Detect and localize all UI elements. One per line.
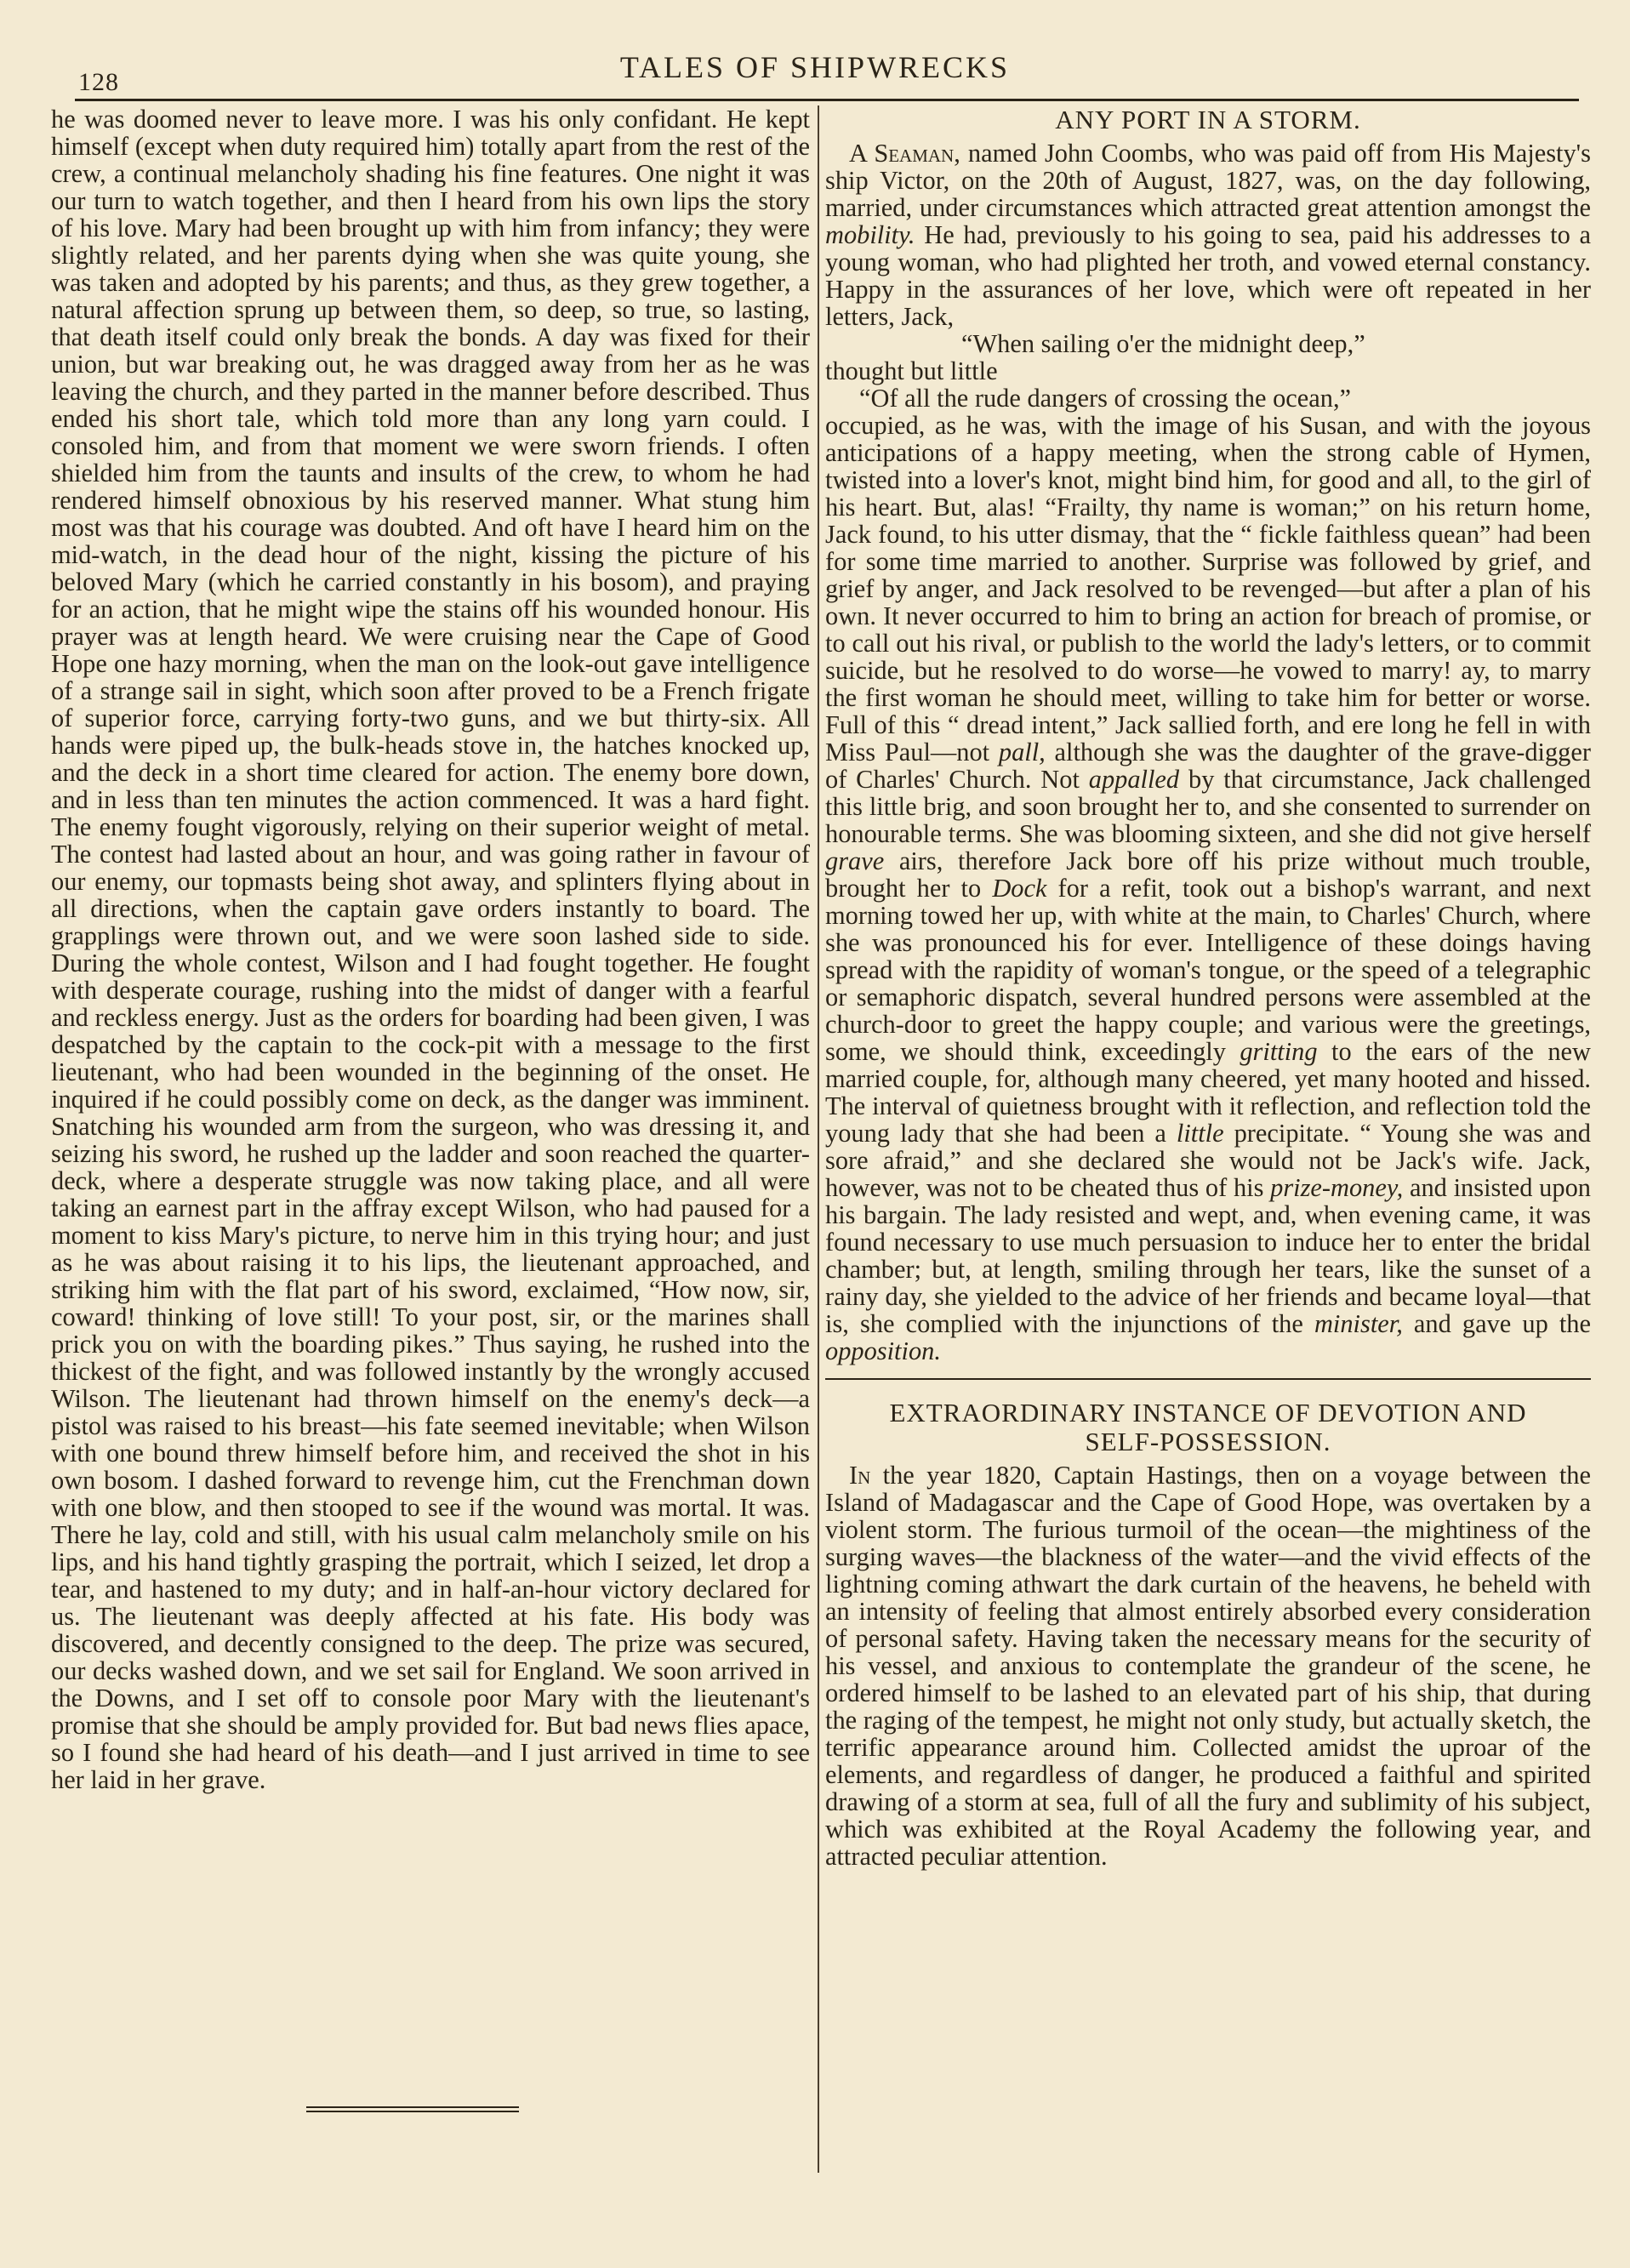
column-rule [818,105,819,2173]
section-1-paragraph-1: A Seaman, named John Coombs, who was paid off from His Majesty's ship Victor, on the 20th of August, 1827, was, on the day following, married, under circumstances which attracted great attention amongst the mobility. He had, previously to his going to sea, paid his addresses to a young woman, who had plighted her troth, and vowed eternal constancy. Happy in the assurances of her love, which were oft repeated in her letters, Jack, [825,139,1591,331]
section-heading-any-port: ANY PORT IN A STORM. [1055,105,1361,134]
lead-word: A Seaman, [849,139,960,168]
header-rule [75,99,1579,101]
verse-quote-2: “Of all the rude dangers of crossing the ocean,” [859,384,1352,413]
left-column [51,105,810,1793]
right-column [825,105,1591,1870]
section-divider [825,1378,1591,1380]
section-1-paragraph-2: occupied, as he was, with the image of his Susan, and with the joyous anticipations of a happy meeting, when the strong cable of Hymen, twisted into a lover's knot, might bind him, for good and all, to the girl of his heart. But, alas! “Frailty, thy name is woman;” on his return home, Jack found, to his utter dismay, that the “ fickle faithless quean” had been for some time married to another. Surprise was followed by grief, and grief by anger, and Jack resolved to be revenged—but after a plan of his own. It never occurred to him to bring an action for breach of promise, or to call out his rival, or publish to the world the lady's letters, or to commit suicide, but he resolved to do worse—he vowed to marry! ay, to marry the first woman he should meet, willing to take him for better or worse. Full of this “ dread intent,” Jack sallied forth, and ere long he fell in with Miss Paul—not pall, although she was the daughter of the grave-digger of Charles' Church. Not appalled by that circumstance, Jack challenged this little brig, and soon brought her to, and she consented to surrender on honourable terms. She was blooming sixteen, and she did not give herself grave airs, therefore Jack bore off his prize without much trouble, brought her to Dock for a refit, took out a bishop's warrant, and next morning towed her up, with white at the main, to Charles' Church, where she was pronounced his for ever. Intelligence of these doings having spread with the rapidity of woman's tongue, or the speed of a telegraphic or semaphoric dispatch, several hundred persons were assembled at the church-door to greet the happy couple; and various were the greetings, some, we should think, exceedingly gritting to the ears of the new married couple, for, although many cheered, yet many hooted and hissed. The interval of quietness brought with it reflection, and reflection told the young lady that she had been a little precipitate. “ Young she was and sore afraid,” and she declared she would not be Jack's wife. Jack, however, was not to be cheated thus of his prize-money, and insisted upon his bargain. The lady resisted and wept, and, when evening came, it was found necessary to use much persuasion to induce her to enter the bridal chamber; but, at length, smiling through her tears, like the sunset of a rainy day, she yielded to the advice of her friends and became loyal—that is, she complied with the injunctions of the minister, and gave up the opposition. [825,411,1591,1365]
left-column-text: he was doomed never to leave more. I was his only confidant. He kept himself (except when duty required him) totally apart from the rest of the crew, a continual melancholy shading his fine features. One night it was our turn to watch together, and then I heard from his own lips the story of his love. Mary had been brought up with him from infancy; they were slightly related, and her parents dying when she was quite young, she was taken and adopted by his parents; and thus, as they grew together, a natural affection sprung up between them, so deep, so true, so lasting, that death itself could only break the bonds. A day was fixed for their union, but war breaking out, he was dragged away from her as he was leaving the church, and they parted in the manner before described. Thus ended his short tale, which told more than any long yarn could. I consoled him, and from that moment we were sworn friends. I often shielded him from the taunts and insults of the crew, to whom he had rendered himself obnoxious by his reserved manner. What stung him most was that his courage was doubted. And oft have I heard him on the mid-watch, in the dead hour of the night, kissing the picture of his beloved Mary (which he carried constantly in his bosom), and praying for an action, that he might wipe the stains off his wounded honour. His prayer was at length heard. We were cruising near the Cape of Good Hope one hazy morning, when the man on the look-out gave intelligence of a strange sail in sight, which soon after proved to be a French frigate of superior force, carrying forty-two guns, and we but thirty-six. All hands were piped up, the bulk-heads stove in, the hatches knocked up, and the deck in a short time cleared for action. The enemy bore down, and in less than ten minutes the action commenced. It was a hard fight. The enemy fought vigorously, relying on their superior weight of metal. The contest had lasted about an hour, and was going rather in favour of our enemy, our topmasts being shot away, and splinters flying about in all directions, when the captain gave orders instantly to board. The grapplings were thrown out, and we were soon lashed side to side. During the whole contest, Wilson and I had fought together. He fought with desperate courage, rushing into the midst of danger with a fearful and reckless energy. Just as the orders for boarding had been given, I was despatched by the captain to the cock-pit with a message to the first lieutenant, who had been wounded in the beginning of the onset. He inquired if he could possibly come on deck, as the danger was imminent. Snatching his wounded arm from the surgeon, who was dressing it, and seizing his sword, he rushed up the ladder and soon reached the quarter-deck, where a desperate struggle was now taking place, and all were taking an earnest part in the affray except Wilson, who had paused for a moment to kiss Mary's picture, to nerve him in this trying hour; and just as he was about raising it to his lips, the lieutenant approached, and striking him with the flat part of his sword, exclaimed, “How now, sir, coward! thinking of love still! To your post, sir, or the marines shall prick you on with the boarding pikes.” Thus saying, he rushed into the thickest of the fight, and was followed instantly by the wrongly accused Wilson. The lieutenant had thrown himself on the enemy's deck—a pistol was raised to his breast—his fate seemed inevitable; when Wilson with one bound threw himself before him, and received the shot in his own bosom. I dashed forward to revenge him, cut the Frenchman down with one blow, and then stooped to see if the wound was mortal. It was. There he lay, cold and still, with his usual calm melancholy smile on his lips, and his hand tightly grasping the portrait, which I seized, let drop a tear, and hastened to my duty; and in half-an-hour victory declared for us. The lieutenant was deeply affected at his fate. His body was discovered, and decently consigned to the deep. The prize was secured, our decks washed down, and we set sail for England. We soon arrived in the Downs, and I set off to console poor Mary with the lieutenant's promise that she should be amply provided for. But bad news flies apace, so I found she had heard of his death—and I just arrived in time to see her laid in her grave. [51,105,810,1794]
section-2-paragraph: In the year 1820, Captain Hastings, then on a voyage between the Island of Madagascar and the Cape of Good Hope, was overtaken by a violent storm. The furious turmoil of the ocean—the mightiness of the surging waves—the blackness of the water—and the vivid effects of the lightning coming athwart the dark curtain of the heavens, he beheld with an intensity of feeling that almost entirely absorbed every consideration of personal safety. Having taken the necessary means for the security of his vessel, and anxious to contemplate the grandeur of the scene, he ordered himself to be lashed to an elevated part of his ship, that during the raging of the tempest, he might not only study, but actually sketch, the terrific appearance around him. Collected amidst the uproar of the elements, and regardless of danger, he produced a faithful and spirited drawing of a storm at sea, full of all the fury and sublimity of his subject, which was exhibited at the Royal Academy the following year, and attracted peculiar attention. [825,1461,1591,1871]
verse-bridge: thought but little [825,356,998,385]
page-number: 128 [78,68,119,96]
verse-quote-1: “When sailing o'er the midnight deep,” [961,329,1365,358]
running-title: TALES OF SHIPWRECKS [619,50,1011,84]
section-heading-devotion: EXTRAORDINARY INSTANCE OF DEVOTION AND SELF-POSSESSION. [889,1398,1527,1456]
end-ornament [306,2106,519,2115]
